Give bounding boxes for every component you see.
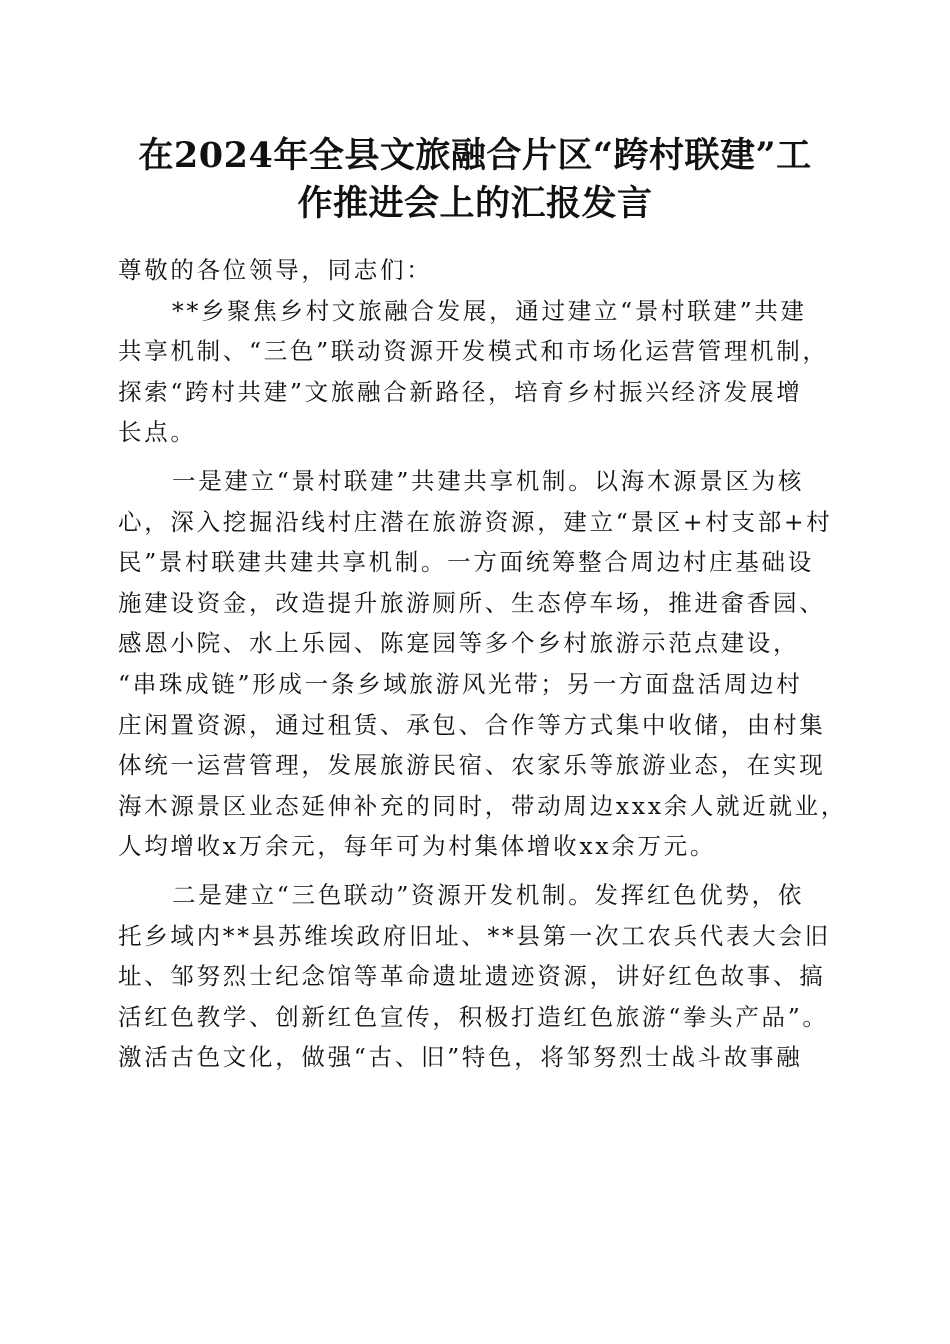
section1-line: “串珠成链”形成一条乡域旅游风光带；另一方面盘活周边村 (118, 669, 803, 698)
section1-line: 人均增收x万余元，每年可为村集体增收xx余万元。 (118, 832, 717, 861)
section1-first-line (118, 461, 838, 502)
section2-line: 址、邹努烈士纪念馆等革命遗址遗迹资源，讲好红色故事、搞 (118, 962, 826, 991)
section2-line: 托乡域内**县苏维埃政府旧址、**县第一次工农兵代表大会旧 (118, 921, 831, 950)
section1-line: 体统一运营管理，发展旅游民宿、农家乐等旅游业态，在实现 (118, 751, 826, 780)
salutation: 尊敬的各位领导，同志们： (118, 256, 433, 284)
page-title (95, 132, 855, 228)
section2-line: 激活古色文化，做强“古、旧”特色，将邹努烈士战斗故事融 (118, 1043, 803, 1072)
section1-line: 民”景村联建共建共享机制。一方面统筹整合周边村庄基础设 (118, 548, 814, 577)
section1-line: 施建设资金，改造提升旅游厕所、生态停车场，推进畲香园、 (118, 588, 826, 617)
section2-first-rest: 发挥红色优势，依 (594, 880, 805, 909)
intro-line: 长点。 (118, 418, 197, 447)
section1-first-rest: 以海木源景区为核 (594, 466, 805, 495)
section1-line: 心，深入挖掘沿线村庄潜在旅游资源，建立“景区+村支部+村 (118, 507, 833, 536)
section1-line: 海木源景区业态延伸补充的同时，带动周边xxx余人就近就业， (118, 791, 848, 820)
document-body (118, 250, 848, 1078)
section2-heading: 二是建立“三色联动”资源开发机制。 (172, 880, 595, 909)
intro-line: 共享机制、“三色”联动资源开发模式和市场化运营管理机制， (118, 337, 829, 366)
intro-line: 探索“跨村共建”文旅融合新路径，培育乡村振兴经济发展增 (118, 377, 803, 406)
section1-line: 感恩小院、水上乐园、陈寔园等多个乡村旅游示范点建设， (118, 629, 800, 658)
title-line-1: 在2024年全县文旅融合片区“跨村联建”工 (138, 135, 812, 176)
section2-line: 活红色教学、创新红色宣传，积极打造红色旅游“拳头产品”。 (118, 1002, 829, 1031)
section1-line: 庄闲置资源，通过租赁、承包、合作等方式集中收储，由村集 (118, 710, 826, 739)
section1-heading: 一是建立“景村联建”共建共享机制。 (172, 466, 595, 495)
section2-first-line (118, 875, 838, 916)
intro-line: **乡聚焦乡村文旅融合发展，通过建立“景村联建”共建 (172, 296, 807, 325)
title-line-2: 作推进会上的汇报发言 (297, 183, 653, 224)
